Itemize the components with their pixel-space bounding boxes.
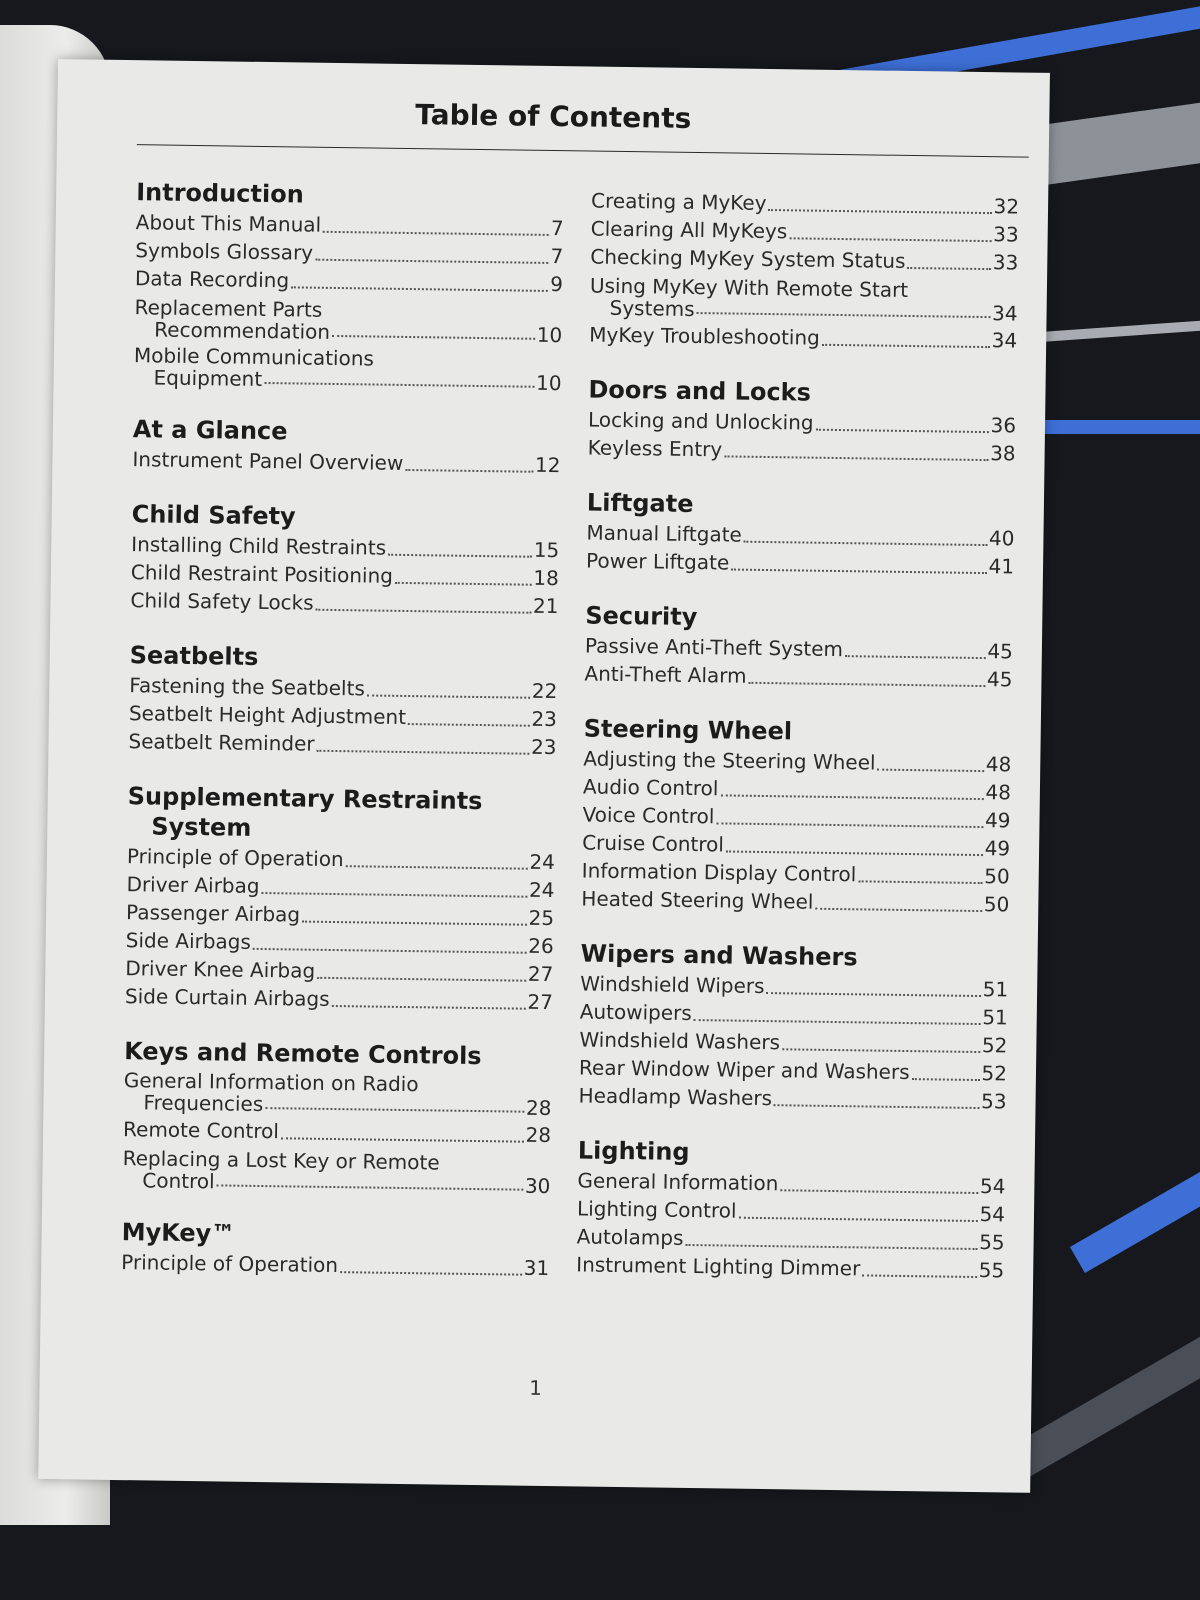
entry-page-number: 51 — [982, 1005, 1008, 1030]
entry-page-number: 26 — [528, 933, 554, 959]
dot-leader — [845, 655, 985, 659]
dot-leader — [367, 694, 530, 698]
toc-section — [122, 1037, 552, 1197]
dot-leader — [217, 1184, 523, 1190]
entry-page-number: 55 — [978, 1258, 1005, 1283]
toc-entry[interactable] — [590, 243, 1018, 277]
section-title-cont: System — [151, 812, 252, 842]
dot-leader — [815, 429, 988, 433]
dot-leader — [317, 977, 526, 982]
section-title: Introduction — [136, 178, 304, 209]
entry-page-number: 9 — [550, 271, 564, 297]
entry-label: Clearing All MyKeys — [590, 216, 788, 244]
dot-leader — [261, 892, 527, 898]
entry-label-cont: Recommendation — [154, 317, 331, 344]
section-title: Doors and Locks — [588, 375, 812, 407]
entry-page-number: 10 — [536, 322, 563, 348]
entry-page-number: 50 — [984, 864, 1010, 889]
entry-label: Voice Control — [582, 802, 715, 829]
entry-page-number: 53 — [980, 1089, 1007, 1114]
entry-label: Passive Anti-Theft System — [584, 633, 844, 662]
entry-label-cont: Control — [142, 1168, 215, 1194]
dot-leader — [332, 1005, 526, 1010]
section-title: Security — [585, 601, 698, 632]
entry-label: General Information on Radio — [123, 1068, 419, 1097]
dot-leader — [388, 554, 532, 558]
manual-page — [38, 59, 1050, 1493]
entry-page-number: 22 — [531, 678, 558, 704]
dot-leader — [907, 267, 990, 270]
toc-entry[interactable] — [123, 1115, 551, 1149]
toc-entry[interactable] — [576, 1250, 1004, 1284]
toc-entry[interactable] — [134, 296, 563, 346]
entry-page-number: 23 — [530, 734, 557, 760]
entry-page-number: 18 — [533, 565, 560, 591]
entry-continuation-row — [133, 366, 561, 394]
entry-label: Keyless Entry — [587, 435, 723, 462]
section-title: Wipers and Washers — [580, 939, 858, 972]
entry-page-number: 27 — [527, 961, 554, 987]
entry-label: Child Safety Locks — [130, 588, 314, 615]
toc-section — [587, 376, 1016, 468]
toc-entry[interactable] — [587, 434, 1015, 468]
entry-page-number: 50 — [983, 892, 1010, 917]
toc-section — [581, 714, 1012, 918]
entry-label: Driver Airbag — [126, 872, 260, 898]
dot-leader — [782, 1048, 980, 1053]
entry-page-number: 28 — [525, 1122, 552, 1148]
entry-label-cont: Equipment — [153, 365, 263, 391]
entry-label: Mobile Communications — [133, 343, 375, 371]
entry-continuation-row — [123, 1091, 551, 1119]
toc-section — [586, 489, 1015, 581]
background-stripe — [1040, 318, 1200, 342]
toc-entry[interactable] — [121, 1248, 549, 1282]
dot-leader — [726, 850, 983, 856]
dot-leader — [346, 865, 528, 870]
dot-leader — [774, 1104, 979, 1109]
entry-page-number: 24 — [529, 849, 556, 875]
dot-leader — [332, 335, 535, 340]
toc-entry[interactable] — [133, 344, 562, 394]
entry-page-number: 30 — [524, 1173, 551, 1199]
toc-entry[interactable] — [578, 1081, 1006, 1115]
section-title: Keys and Remote Controls — [124, 1037, 482, 1071]
entry-label: Using MyKey With Remote Start — [589, 273, 909, 302]
entry-label: Child Restraint Positioning — [130, 560, 394, 588]
dot-leader — [738, 1217, 977, 1222]
section-title: Lighting — [577, 1136, 690, 1166]
entry-page-number: 12 — [534, 452, 561, 478]
entry-label: Autolamps — [576, 1224, 684, 1250]
entry-label: Power Liftgate — [585, 548, 730, 575]
entry-label: Cruise Control — [581, 830, 725, 857]
background-stripe — [1040, 420, 1200, 434]
entry-label: Headlamp Washers — [578, 1083, 773, 1111]
entry-continuation-row — [134, 318, 562, 346]
toc-right-column — [576, 187, 1020, 1312]
entry-page-number: 40 — [988, 526, 1015, 551]
entry-label: Fastening the Seatbelts — [129, 673, 366, 701]
entry-label: Manual Liftgate — [586, 520, 743, 547]
entry-page-number: 34 — [991, 301, 1018, 326]
entry-page-number: 36 — [990, 413, 1017, 438]
entry-page-number: 48 — [985, 752, 1012, 777]
dot-leader — [724, 455, 988, 461]
dot-leader — [694, 1019, 981, 1025]
entry-page-number: 7 — [550, 243, 564, 269]
entry-page-number: 41 — [988, 554, 1015, 579]
section-title: Supplementary Restraints — [127, 782, 483, 816]
entry-label: Principle of Operation — [121, 1250, 339, 1278]
entry-label: Information Display Control — [581, 858, 857, 887]
dot-leader — [340, 1271, 522, 1276]
page-number: 1 — [529, 1375, 543, 1400]
entry-page-number: 28 — [525, 1095, 552, 1121]
entry-label: General Information — [577, 1168, 779, 1196]
entry-page-number: 38 — [990, 441, 1016, 466]
entry-label: Driver Knee Airbag — [125, 956, 316, 983]
entry-label: Instrument Panel Overview — [132, 447, 404, 475]
entry-page-number: 10 — [535, 370, 562, 396]
entry-label: Replacement Parts — [134, 295, 323, 322]
toc-section — [128, 641, 558, 761]
dot-leader — [316, 750, 528, 755]
toc-entry[interactable] — [581, 884, 1009, 918]
entry-page-number: 55 — [979, 1230, 1005, 1255]
entry-page-number: 7 — [550, 215, 564, 241]
toc-entry[interactable] — [586, 546, 1014, 580]
toc-section — [125, 782, 556, 1016]
dot-leader — [815, 908, 981, 912]
entry-label: Data Recording — [134, 266, 290, 293]
toc-entry[interactable] — [128, 727, 556, 761]
entry-page-number: 23 — [531, 706, 558, 732]
entry-label: Instrument Lighting Dimmer — [576, 1252, 861, 1281]
entry-label: Windshield Wipers — [580, 971, 765, 999]
entry-label: Remote Control — [122, 1117, 280, 1144]
section-title: MyKey™ — [121, 1218, 236, 1248]
entry-label: Seatbelt Reminder — [128, 729, 315, 756]
dot-leader — [316, 609, 531, 614]
entry-label: Lighting Control — [576, 1196, 737, 1223]
toc-entry[interactable] — [130, 586, 558, 620]
dot-leader — [748, 682, 984, 687]
entry-page-number: 27 — [527, 989, 554, 1015]
toc-section — [133, 178, 564, 394]
entry-page-number: 24 — [528, 877, 555, 903]
entry-label: Locking and Unlocking — [587, 407, 814, 435]
entry-label: Adjusting the Steering Wheel — [583, 746, 876, 775]
entry-page-number: 49 — [984, 808, 1011, 833]
entry-label: Anti-Theft Alarm — [584, 661, 747, 688]
dot-leader — [264, 382, 534, 388]
entry-label: Checking MyKey System Status — [590, 244, 906, 273]
entry-label: Passenger Airbag — [125, 900, 301, 927]
dot-leader — [877, 769, 983, 772]
dot-leader — [265, 1107, 524, 1113]
entry-label: Principle of Operation — [126, 844, 344, 872]
toc-left-column — [121, 178, 565, 1309]
dot-leader — [768, 209, 991, 214]
entry-label-cont: Systems — [609, 295, 695, 321]
dot-leader — [862, 1274, 977, 1278]
toc-entry[interactable] — [584, 659, 1012, 693]
dot-leader — [697, 312, 991, 318]
toc-section — [130, 500, 560, 620]
entry-label: Replacing a Lost Key or Remote — [122, 1146, 440, 1175]
entry-page-number: 48 — [985, 780, 1012, 805]
entry-page-number: 34 — [991, 328, 1018, 353]
entry-label: MyKey Troubleshooting — [589, 322, 820, 350]
dot-leader — [789, 237, 991, 242]
dot-leader — [315, 259, 549, 264]
entry-label: Autowipers — [579, 999, 692, 1026]
toc-section — [589, 187, 1019, 355]
section-title: Steering Wheel — [583, 714, 793, 746]
entry-page-number: 52 — [981, 1033, 1008, 1058]
entry-label: Rear Window Wiper and Washers — [578, 1055, 910, 1085]
entry-page-number: 15 — [533, 537, 560, 563]
entry-page-number: 32 — [993, 194, 1020, 219]
title-rule — [137, 144, 1029, 157]
section-title: Liftgate — [586, 488, 694, 518]
entry-label: About This Manual — [135, 210, 322, 237]
dot-leader — [685, 1244, 977, 1250]
entry-label-cont: Frequencies — [143, 1090, 264, 1117]
section-title: Seatbelts — [129, 641, 259, 671]
entry-page-number: 54 — [979, 1174, 1006, 1199]
toc-entry[interactable] — [132, 445, 560, 479]
section-title: Child Safety — [131, 500, 296, 531]
dot-leader — [744, 541, 987, 546]
dot-leader — [822, 344, 990, 348]
entry-page-number: 51 — [982, 977, 1009, 1002]
entry-page-number: 45 — [987, 639, 1014, 664]
dot-leader — [766, 992, 980, 997]
dot-leader — [911, 1078, 979, 1081]
entry-page-number: 31 — [523, 1255, 550, 1281]
toc-section — [584, 601, 1013, 693]
entry-page-number: 25 — [528, 905, 555, 931]
dot-leader — [731, 569, 986, 575]
entry-label: Creating a MyKey — [590, 188, 767, 215]
entry-page-number: 33 — [993, 222, 1019, 247]
toc-entry[interactable] — [135, 264, 563, 298]
entry-label: Installing Child Restraints — [131, 532, 387, 560]
entry-label: Windshield Washers — [579, 1027, 781, 1055]
dot-leader — [405, 469, 533, 473]
toc-section — [578, 939, 1008, 1115]
dot-leader — [408, 723, 529, 727]
toc-entry[interactable] — [589, 321, 1017, 355]
entry-label: Symbols Glossary — [135, 238, 314, 265]
dot-leader — [253, 948, 526, 954]
entry-label: Seatbelt Height Adjustment — [128, 701, 407, 729]
dot-leader — [395, 582, 531, 586]
dot-leader — [323, 231, 549, 236]
entry-page-number: 21 — [532, 593, 559, 619]
toc-entry[interactable] — [123, 1069, 552, 1119]
toc-section — [121, 1218, 550, 1282]
entry-page-number: 33 — [992, 250, 1019, 275]
page-title: Table of Contents — [415, 98, 692, 135]
dot-leader — [302, 921, 527, 926]
toc-entry[interactable] — [589, 275, 1018, 325]
entry-continuation-row — [589, 297, 1017, 325]
dot-leader — [281, 1137, 524, 1142]
entry-page-number: 52 — [981, 1061, 1008, 1086]
toc-entry[interactable] — [125, 982, 553, 1016]
dot-leader — [291, 286, 548, 292]
toc-entry[interactable] — [122, 1147, 551, 1197]
entry-page-number: 45 — [986, 667, 1013, 692]
dot-leader — [720, 794, 983, 800]
dot-leader — [716, 822, 983, 828]
dot-leader — [858, 880, 982, 884]
toc-section — [576, 1136, 1006, 1284]
entry-label: Side Curtain Airbags — [124, 984, 330, 1011]
entry-label: Heated Steering Wheel — [581, 886, 814, 914]
background-stripe — [1008, 1317, 1200, 1478]
background-stripe — [1070, 1117, 1200, 1273]
section-title: At a Glance — [132, 415, 288, 446]
entry-page-number: 49 — [984, 836, 1011, 861]
entry-page-number: 54 — [979, 1202, 1006, 1227]
dot-leader — [780, 1189, 978, 1194]
entry-label: Side Airbags — [125, 928, 252, 954]
entry-label: Audio Control — [582, 774, 719, 801]
entry-continuation-row — [122, 1169, 550, 1197]
toc-section — [132, 415, 561, 479]
